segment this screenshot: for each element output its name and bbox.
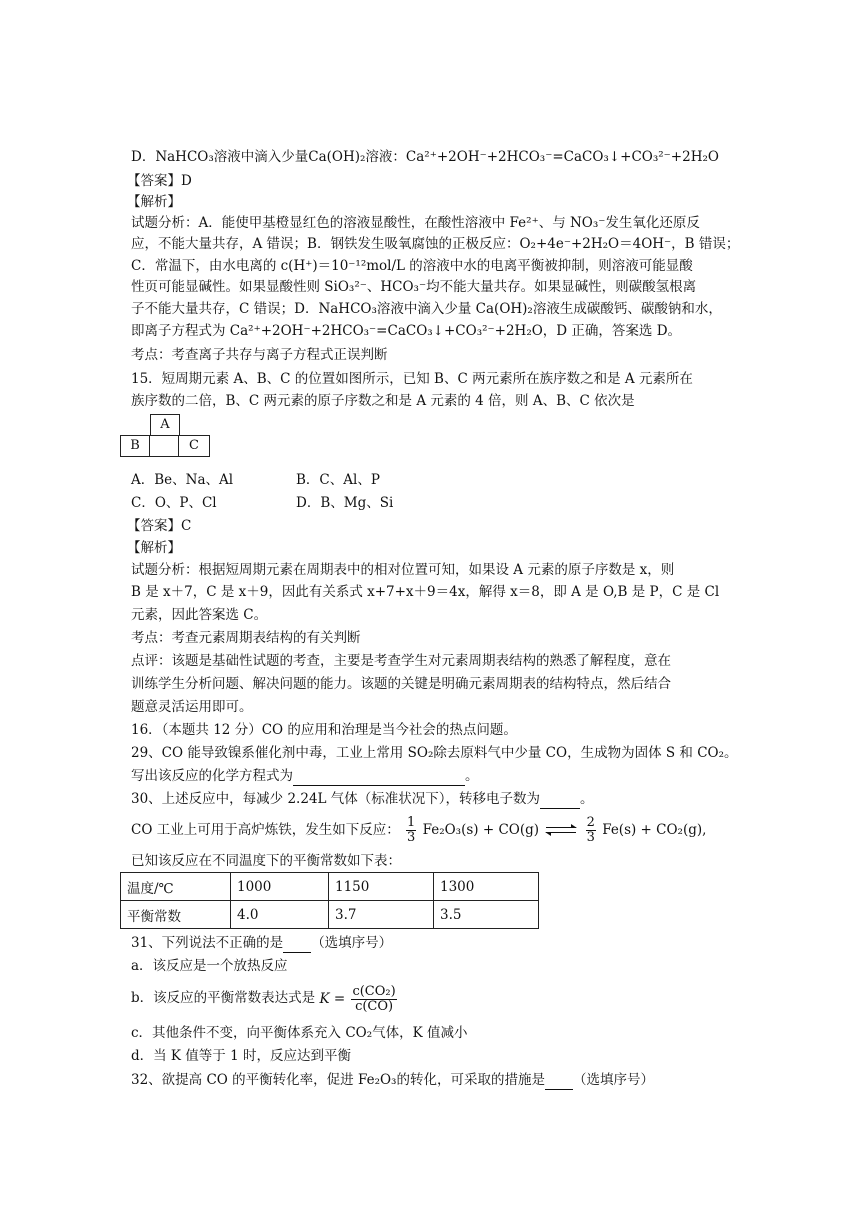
option-31-a: a．该反应是一个放热反应: [131, 958, 288, 974]
table-cell: 4.0: [231, 901, 329, 929]
comment-15-line-2: 训练学生分析问题、解决问题的能力。该题的关键是明确元素周期表的结构特点，然后结合: [131, 676, 671, 692]
grid-cell-c: C: [178, 435, 210, 457]
analysis-14-line-6: 即离子方程式为 Ca²⁺+2OH⁻+2HCO₃⁻=CaCO₃↓+CO₃²⁻+2H₂O，D 正确，答案选 D。: [131, 323, 682, 339]
reaction-line: [131, 815, 706, 845]
comment-15-line-1: 点评：该题是基础性试题的考查，主要是考查学生对元素周期表结构的熟悉了解程度，意在: [131, 653, 671, 669]
key-point-14: 考点：考查离子共存与离子方程式正误判断: [131, 347, 388, 363]
grid-cell-empty: [149, 435, 179, 457]
comment-15-line-3: 题意灵活运用即可。: [131, 699, 253, 715]
analysis-14-line-1: 试题分析：A．能使甲基橙显红色的溶液显酸性，在酸性溶液中 Fe²⁺、与 NO₃⁻发生氧化还原反: [131, 215, 700, 231]
question-29-line-1: 29、CO 能导致镍系催化剂中毒，工业上常用 SO₂除去原料气中少量 CO，生成物为固体 S 和 CO₂。: [131, 745, 738, 761]
table-cell: 3.5: [434, 901, 539, 929]
analysis-heading-15: 【解析】: [127, 540, 181, 556]
answer-blank-29[interactable]: [293, 771, 465, 786]
question-32-end: （选填序号）: [572, 1072, 654, 1088]
answer-14: 【答案】D: [127, 173, 192, 189]
option-15-b: B．C、Al、P: [296, 472, 380, 488]
question-31-prompt: 31、下列说法不正确的是: [131, 935, 284, 951]
question-32-prompt: 32、欲提高 CO 的平衡转化率，促进 Fe₂O₃的转化，可采取的措施是: [131, 1072, 545, 1088]
equilibrium-constant-formula: [319, 981, 398, 1017]
option-31-b: [131, 980, 399, 1017]
table-header-cell: 1000: [231, 873, 329, 901]
question-29-line-2: [131, 766, 479, 786]
option-31-c: c．其他条件不变，向平衡体系充入 CO₂气体，K 值减小: [131, 1025, 468, 1041]
table-intro: 已知该反应在不同温度下的平衡常数如下表：: [131, 853, 401, 869]
option-15-c: C．O、P、Cl: [131, 495, 217, 511]
question-30-line: [131, 789, 594, 809]
equilibrium-constant-table: [120, 872, 539, 929]
answer-blank-31[interactable]: [283, 938, 311, 953]
question-32-line: [131, 1070, 654, 1090]
question-31-end: （选填序号）: [311, 935, 393, 951]
answer-15: 【答案】C: [127, 518, 192, 534]
analysis-15-line-1: 试题分析：根据短周期元素在周期表中的相对位置可知，如果设 A 元素的原子序数是 x，则: [131, 562, 675, 578]
question-15-line-1: 15．短周期元素 A、B、C 的位置如图所示，已知 B、C 两元素所在族序数之和是 A 元素所在: [131, 371, 693, 387]
question-30-prompt: 30、上述反应中，每减少 2.24L 气体（标准状况下），转移电子数为: [131, 791, 541, 807]
k-symbol: K =: [319, 990, 346, 1007]
fraction-two-thirds: $\frac{2}{3}$: [586, 815, 595, 845]
analysis-heading-14: 【解析】: [127, 194, 181, 210]
table-header-cell: 温度/℃: [121, 873, 231, 901]
question-29-prompt: 写出该反应的化学方程式为: [131, 768, 293, 784]
table-row: [121, 873, 539, 901]
k-numerator: c(CO₂): [352, 983, 396, 999]
reaction-reactants: Fe₂O₃(s) + CO(g): [422, 822, 540, 838]
analysis-15-line-3: 元素，因此答案选 C。: [131, 607, 268, 623]
k-denominator: c(CO): [355, 998, 394, 1014]
fraction-one-third: $\frac{1}{3}$: [407, 815, 416, 845]
analysis-14-line-5: 子不能大量共存，C 错误；D．NaHCO₃溶液中滴入少量 Ca(OH)₂溶液生成碳酸钙、碳酸钠和水，: [131, 301, 722, 317]
analysis-15-line-2: B 是 x＋7，C 是 x＋9，因此有关系式 x+7+x＋9＝4x，解得 x＝8，即 A 是 O,B 是 P，C 是 Cl: [131, 584, 720, 600]
table-row: [121, 901, 539, 929]
table-header-cell: 1150: [329, 873, 434, 901]
analysis-14-line-3: C．常温下，由水电离的 c(H⁺)＝10⁻¹²mol/L 的溶液中水的电离平衡被抑制，则溶液可能显酸: [131, 258, 693, 274]
option-31-d: d．当 K 值等于 1 时，反应达到平衡: [131, 1048, 351, 1064]
analysis-14-line-2: 应，不能大量共存，A 错误；B．钢铁发生吸氧腐蚀的正极反应：O₂+4e⁻+2H₂O＝4OH⁻，B 错误；: [131, 236, 740, 252]
question-30-end: 。: [580, 791, 594, 807]
reaction-products: Fe(s) + CO₂(g),: [602, 822, 707, 838]
grid-cell-b: B: [120, 435, 150, 457]
equilibrium-arrow-icon: [546, 825, 576, 837]
option-d-line: D．NaHCO₃溶液中滴入少量Ca(OH)₂溶液：Ca²⁺+2OH⁻+2HCO₃⁻=CaCO₃↓+CO₃²⁻+2H₂O: [131, 149, 719, 165]
question-31-line: [131, 933, 392, 953]
table-header-cell: 1300: [434, 873, 539, 901]
answer-blank-30[interactable]: [540, 794, 580, 809]
table-cell: 3.7: [329, 901, 434, 929]
question-15-line-2: 族序数的二倍，B、C 两元素的原子序数之和是 A 元素的 4 倍，则 A、B、C 依次是: [131, 393, 635, 409]
question-16: 16．（本题共 12 分）CO 的应用和治理是当今社会的热点问题。: [131, 722, 517, 738]
option-15-d: D．B、Mg、Si: [296, 495, 394, 511]
option-15-a: A．Be、Na、Al: [131, 472, 234, 488]
option-31-b-text: b．该反应的平衡常数表达式是: [131, 990, 316, 1006]
question-29-end: 。: [465, 768, 479, 784]
grid-cell-a: A: [150, 414, 180, 436]
answer-blank-32[interactable]: [545, 1075, 573, 1090]
reaction-intro: CO 工业上可用于高炉炼铁，发生如下反应：: [131, 822, 400, 838]
key-point-15: 考点：考查元素周期表结构的有关判断: [131, 630, 361, 646]
table-cell: 平衡常数: [121, 901, 231, 929]
analysis-14-line-4: 性页可能显碱性。如果显酸性则 SiO₃²⁻、HCO₃⁻均不能大量共存。如果显碱性，则碳酸氢根离: [131, 279, 697, 295]
